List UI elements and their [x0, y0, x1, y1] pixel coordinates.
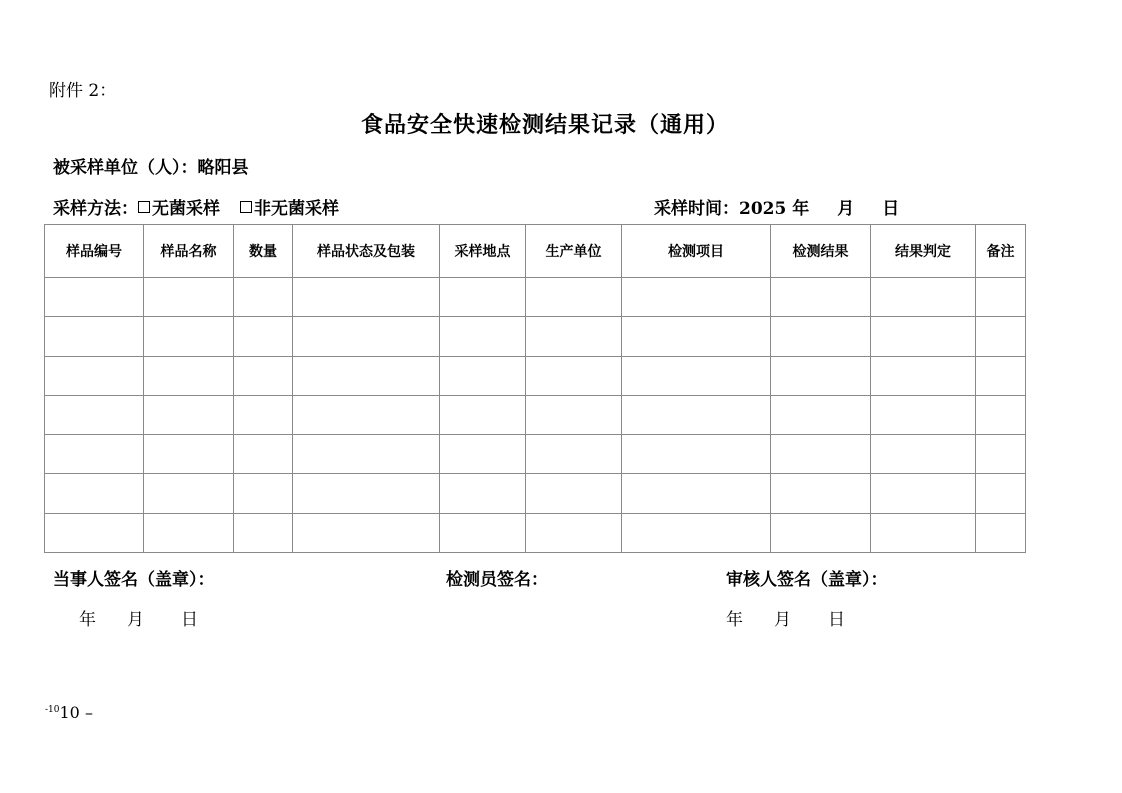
table-cell[interactable] [871, 356, 976, 395]
table-cell[interactable] [234, 474, 293, 513]
sampling-method [53, 194, 339, 219]
party-signature-label: 当事人签名（盖章）： [53, 570, 215, 590]
table-cell[interactable] [440, 356, 526, 395]
table-cell[interactable] [293, 317, 440, 356]
table-cell[interactable] [622, 395, 771, 434]
table-row [45, 278, 1026, 317]
table-row [45, 513, 1026, 552]
table-cell[interactable] [622, 317, 771, 356]
table-cell[interactable] [526, 474, 622, 513]
table-cell[interactable] [144, 513, 234, 552]
table-cell[interactable] [771, 395, 871, 434]
table-cell[interactable] [871, 278, 976, 317]
checkbox-icon[interactable] [138, 201, 150, 213]
table-cell[interactable] [144, 395, 234, 434]
table-cell[interactable] [234, 278, 293, 317]
table-cell[interactable] [234, 317, 293, 356]
table-cell[interactable] [144, 278, 234, 317]
table-cell[interactable] [234, 435, 293, 474]
sampled-unit: 被采样单位（人）：略阳县 [53, 158, 249, 178]
table-cell[interactable] [144, 356, 234, 395]
table-cell[interactable] [871, 435, 976, 474]
header-sampling-place: 采样地点 [440, 225, 526, 278]
table-cell[interactable] [771, 278, 871, 317]
table-row [45, 474, 1026, 513]
table-cell[interactable] [622, 513, 771, 552]
table-row [45, 435, 1026, 474]
table-cell[interactable] [622, 474, 771, 513]
table-cell[interactable] [440, 395, 526, 434]
table-cell[interactable] [234, 395, 293, 434]
sampling-time-day: 日 [882, 199, 900, 219]
table-cell[interactable] [871, 513, 976, 552]
date-year: 年 [79, 610, 96, 630]
header-judgement: 结果判定 [871, 225, 976, 278]
sterile-option-label: 无菌采样 [152, 199, 220, 219]
table-cell[interactable] [293, 474, 440, 513]
table-row [45, 317, 1026, 356]
header-producer: 生产单位 [526, 225, 622, 278]
table-cell[interactable] [622, 278, 771, 317]
reviewer-date [726, 605, 845, 630]
table-cell[interactable] [622, 356, 771, 395]
date-month: 月 [774, 610, 791, 630]
table-cell[interactable] [976, 474, 1026, 513]
header-quantity: 数量 [234, 225, 293, 278]
sampling-time-label: 采样时间：2025 年 [654, 199, 810, 219]
table-cell[interactable] [144, 474, 234, 513]
date-day: 日 [828, 610, 845, 630]
non-sterile-option-label: 非无菌采样 [254, 199, 339, 219]
table-cell[interactable] [45, 513, 144, 552]
table-body [45, 278, 1026, 553]
attachment-label: 附件 2： [49, 81, 117, 101]
page-number [45, 703, 93, 722]
table-cell[interactable] [976, 278, 1026, 317]
table-cell[interactable] [234, 513, 293, 552]
inspector-signature-label: 检测员签名： [446, 570, 548, 590]
table-cell[interactable] [871, 395, 976, 434]
table-cell[interactable] [440, 474, 526, 513]
reviewer-signature-label: 审核人签名（盖章）： [726, 570, 888, 590]
table-cell[interactable] [45, 317, 144, 356]
table-cell[interactable] [526, 317, 622, 356]
table-cell[interactable] [526, 278, 622, 317]
table-cell[interactable] [871, 474, 976, 513]
page-number-small: -10 [45, 705, 60, 715]
table-cell[interactable] [45, 356, 144, 395]
sampling-time [654, 194, 899, 219]
sampling-time-month: 月 [837, 199, 855, 219]
table-cell[interactable] [871, 317, 976, 356]
table-cell[interactable] [771, 474, 871, 513]
table-cell[interactable] [771, 317, 871, 356]
header-sample-no: 样品编号 [45, 225, 144, 278]
table-cell[interactable] [293, 395, 440, 434]
table-cell[interactable] [976, 513, 1026, 552]
header-test-result: 检测结果 [771, 225, 871, 278]
table-cell[interactable] [45, 395, 144, 434]
sterile-option[interactable] [138, 194, 220, 219]
header-sample-name: 样品名称 [144, 225, 234, 278]
non-sterile-option[interactable] [240, 194, 339, 219]
header-test-item: 检测项目 [622, 225, 771, 278]
table-cell[interactable] [526, 356, 622, 395]
table-cell[interactable] [526, 513, 622, 552]
page-number-main: 10 – [59, 703, 93, 722]
table-cell[interactable] [771, 435, 871, 474]
table-cell[interactable] [976, 395, 1026, 434]
table-cell[interactable] [293, 513, 440, 552]
table-cell[interactable] [45, 278, 144, 317]
table-cell[interactable] [526, 395, 622, 434]
table-cell[interactable] [144, 317, 234, 356]
table-cell[interactable] [771, 513, 871, 552]
checkbox-icon[interactable] [240, 201, 252, 213]
date-year: 年 [726, 610, 743, 630]
party-date [79, 605, 198, 630]
table-cell[interactable] [293, 435, 440, 474]
table-cell[interactable] [234, 356, 293, 395]
table-cell[interactable] [440, 435, 526, 474]
table-cell[interactable] [293, 278, 440, 317]
header-remarks: 备注 [976, 225, 1026, 278]
date-day: 日 [181, 610, 198, 630]
date-month: 月 [127, 610, 144, 630]
table-header-row [45, 225, 1026, 278]
table-cell[interactable] [771, 356, 871, 395]
document-title: 食品安全快速检测结果记录（通用） [360, 112, 729, 138]
table-cell[interactable] [526, 435, 622, 474]
sampling-method-label: 采样方法： [53, 199, 138, 219]
header-sample-state: 样品状态及包装 [293, 225, 440, 278]
table-cell[interactable] [45, 435, 144, 474]
table-cell[interactable] [622, 435, 771, 474]
record-table [44, 224, 1026, 553]
table-cell[interactable] [45, 474, 144, 513]
table-row [45, 395, 1026, 434]
table-cell[interactable] [440, 317, 526, 356]
table-cell[interactable] [976, 317, 1026, 356]
table-cell[interactable] [976, 356, 1026, 395]
table-row [45, 356, 1026, 395]
table-cell[interactable] [976, 435, 1026, 474]
table-cell[interactable] [144, 435, 234, 474]
table-cell[interactable] [440, 513, 526, 552]
table-cell[interactable] [293, 356, 440, 395]
table-cell[interactable] [440, 278, 526, 317]
